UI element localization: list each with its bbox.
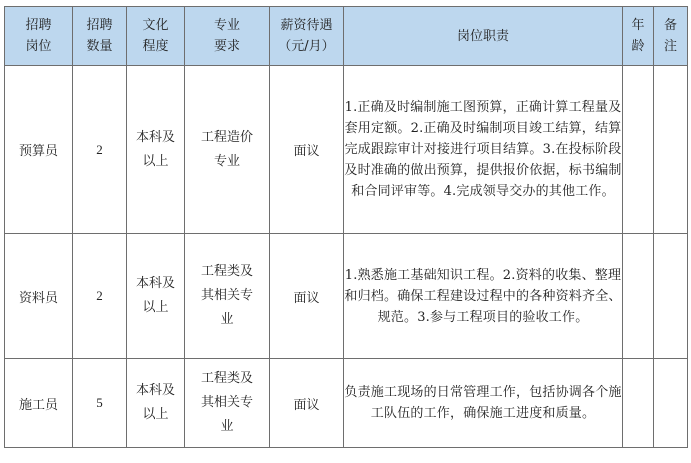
cell-remark bbox=[654, 66, 688, 234]
cell-remark bbox=[654, 234, 688, 359]
table-row bbox=[5, 359, 688, 448]
cell-salary: 面议 bbox=[270, 66, 344, 234]
cell-salary: 面议 bbox=[270, 359, 344, 448]
cell-education: 本科及 以上 bbox=[127, 234, 185, 359]
header-education: 文化 程度 bbox=[127, 7, 185, 66]
cell-education: 本科及 以上 bbox=[127, 66, 185, 234]
cell-salary: 面议 bbox=[270, 234, 344, 359]
recruitment-table bbox=[4, 6, 688, 448]
table-row bbox=[5, 234, 688, 359]
cell-remark bbox=[654, 359, 688, 448]
cell-duties: 负责施工现场的日常管理工作，包括协调各个施工队伍的工作，确保施工进度和质量。 bbox=[344, 359, 623, 448]
header-remark: 备 注 bbox=[654, 7, 688, 66]
cell-major: 工程类及 其相关专 业 bbox=[185, 234, 270, 359]
header-post: 招聘 岗位 bbox=[5, 7, 73, 66]
cell-post: 施工员 bbox=[5, 359, 73, 448]
cell-duties: 1.正确及时编制施工图预算，正确计算工程量及套用定额。2.正确及时编制项目竣工结算，结算完成跟踪审计对接进行项目结算。3.在投标阶段及时准确的做出预算，提供报价依据，标书编制和合同评审等。4.完成领导交办的其他工作。 bbox=[344, 66, 623, 234]
header-duties: 岗位职责 bbox=[344, 7, 623, 66]
cell-education: 本科及 以上 bbox=[127, 359, 185, 448]
header-salary: 薪资待遇 （元/月） bbox=[270, 7, 344, 66]
header-count: 招聘 数量 bbox=[73, 7, 127, 66]
cell-age bbox=[623, 359, 654, 448]
cell-count: 5 bbox=[73, 359, 127, 448]
cell-count: 2 bbox=[73, 234, 127, 359]
table-row bbox=[5, 66, 688, 234]
cell-post: 预算员 bbox=[5, 66, 73, 234]
cell-major: 工程造价 专业 bbox=[185, 66, 270, 234]
cell-age bbox=[623, 66, 654, 234]
header-age: 年 龄 bbox=[623, 7, 654, 66]
header-row bbox=[5, 7, 688, 66]
cell-post: 资料员 bbox=[5, 234, 73, 359]
cell-age bbox=[623, 234, 654, 359]
cell-major: 工程类及 其相关专 业 bbox=[185, 359, 270, 448]
header-major: 专业 要求 bbox=[185, 7, 270, 66]
cell-duties: 1.熟悉施工基础知识工程。2.资料的收集、整理和归档。确保工程建设过程中的各种资料齐全、规范。3.参与工程项目的验收工作。 bbox=[344, 234, 623, 359]
cell-count: 2 bbox=[73, 66, 127, 234]
